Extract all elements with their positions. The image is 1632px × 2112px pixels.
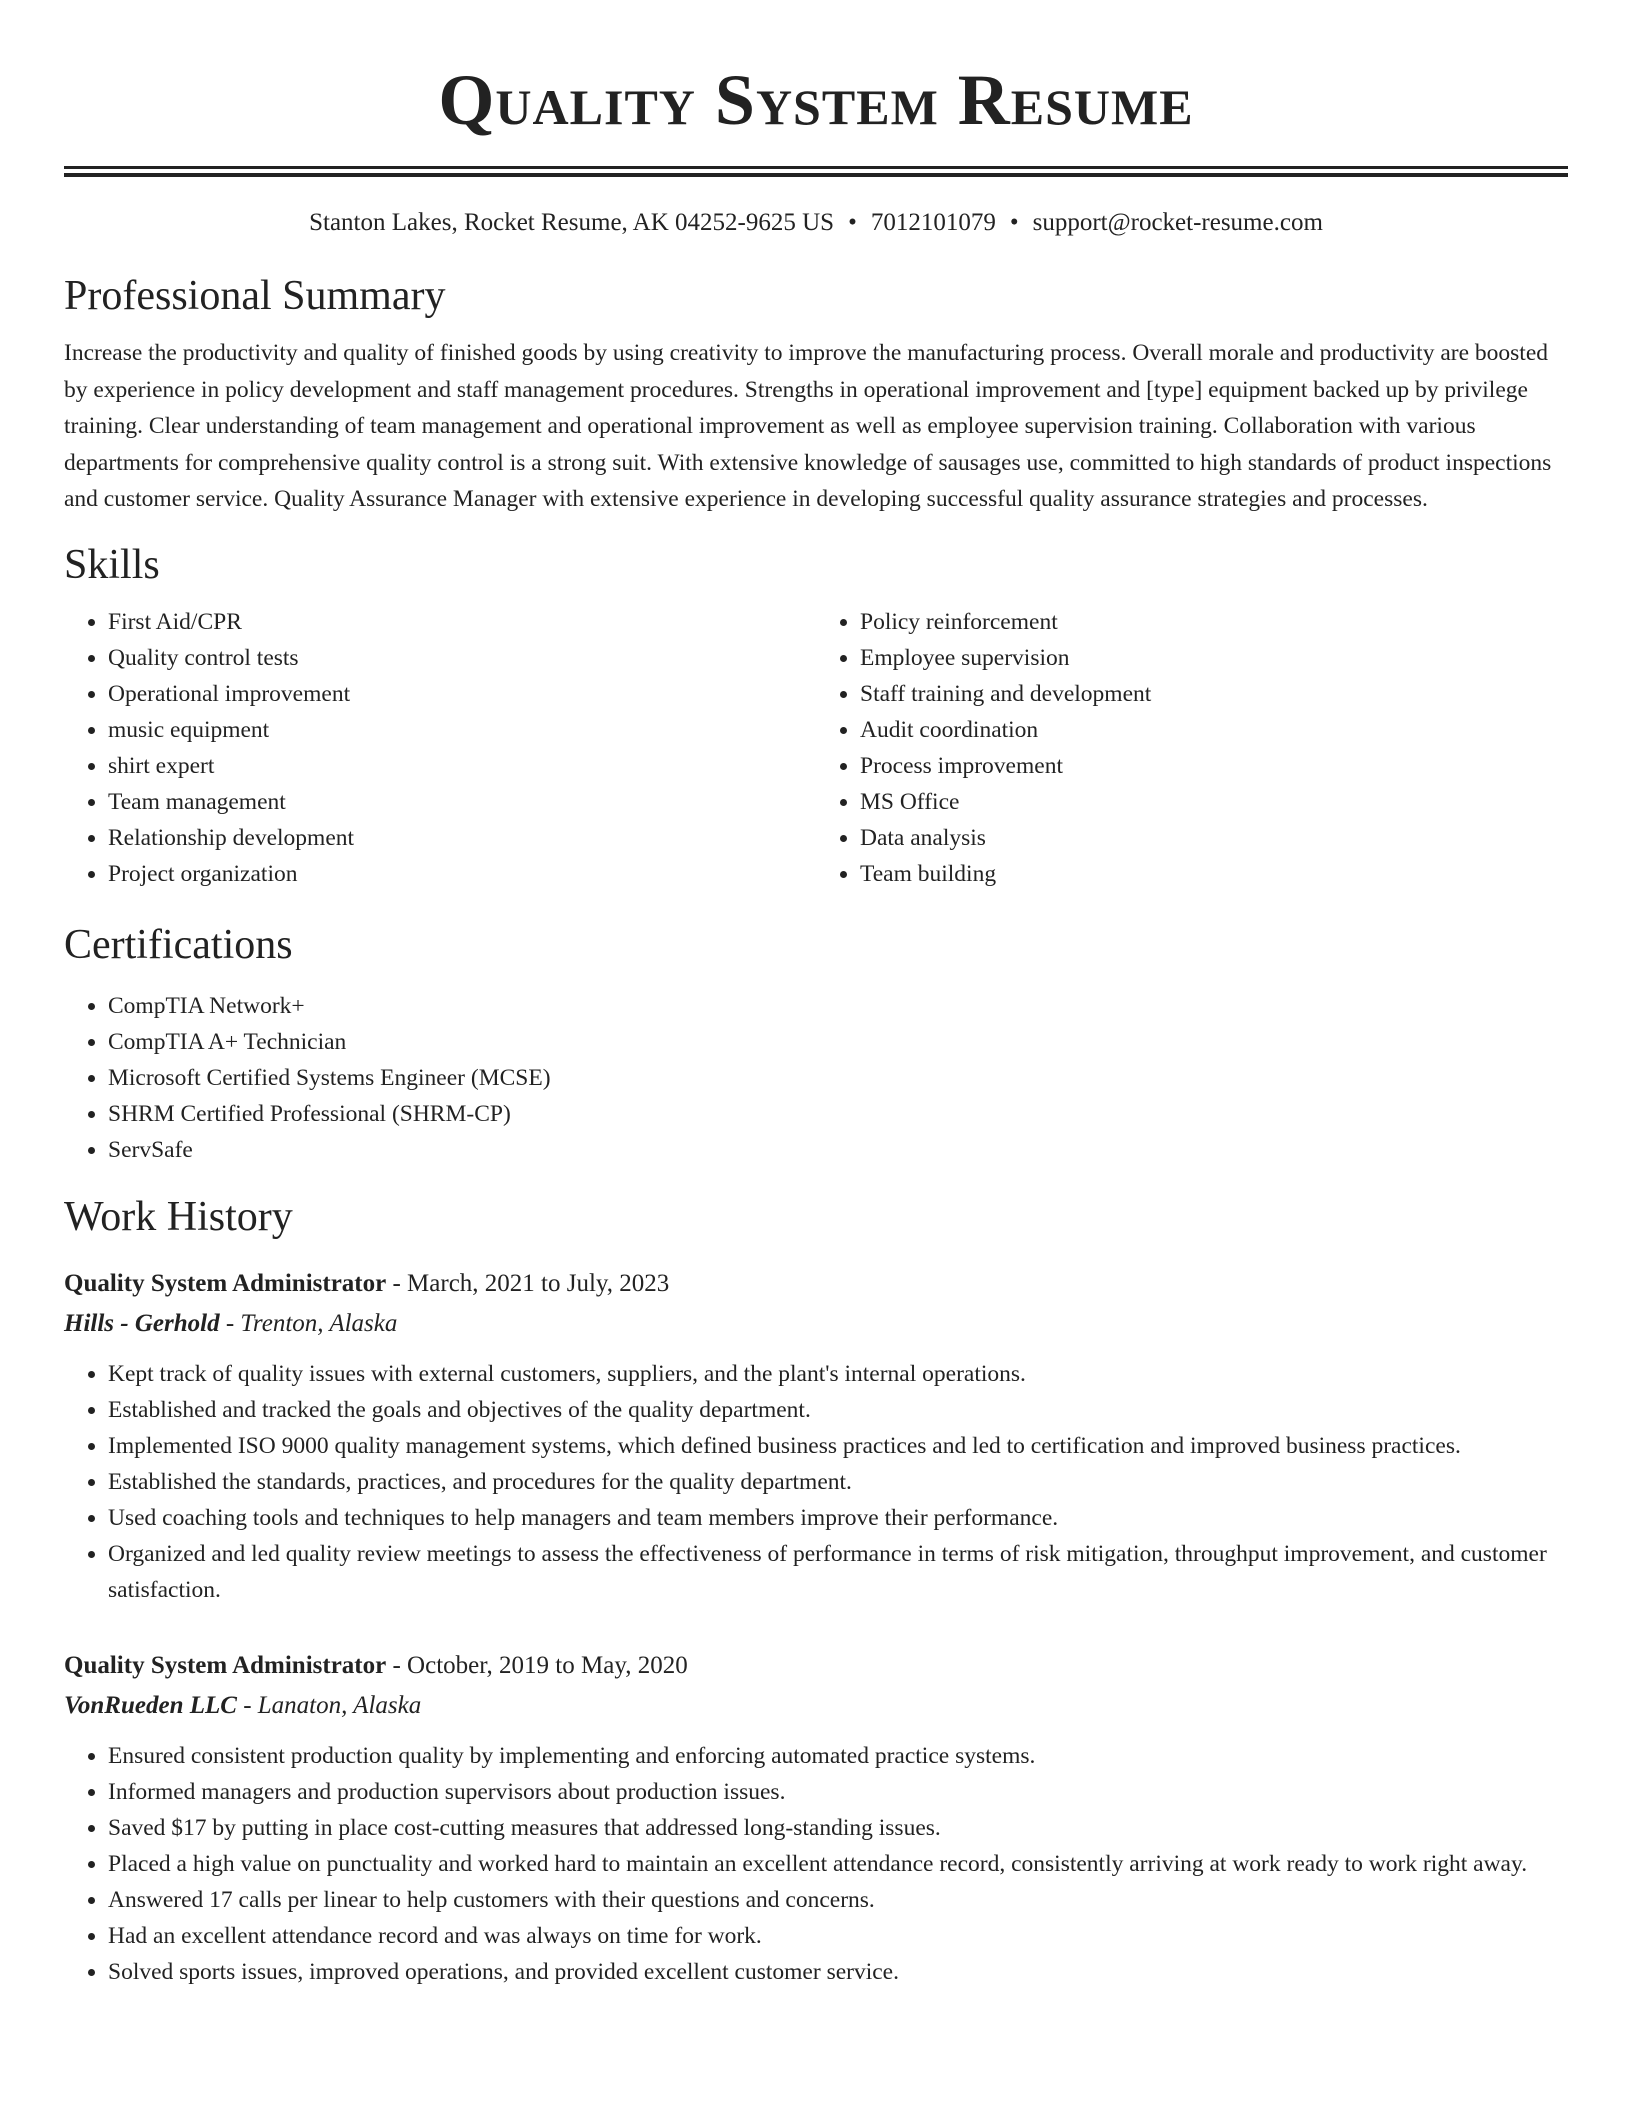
contact-phone[interactable]: 7012101079 <box>870 209 996 236</box>
skill-item: • Relationship development <box>108 820 816 856</box>
skill-item: • Process improvement <box>860 748 1568 784</box>
certifications-section <box>64 920 1568 1168</box>
skill-item: • Data analysis <box>860 820 1568 856</box>
job-dates: - March, 2021 to July, 2023 <box>386 1269 670 1297</box>
skills-list-right <box>816 604 1568 892</box>
job-bullet: • Established and tracked the goals and objectives of the quality department. <box>108 1392 1568 1428</box>
job-bullet: • Established the standards, practices, and procedures for the quality department. <box>108 1464 1568 1500</box>
company-location: - Trenton, Alaska <box>219 1309 398 1337</box>
resume-title: Quality System Resume <box>438 60 1194 140</box>
skill-item: • Operational improvement <box>108 676 816 712</box>
certification-item: • CompTIA A+ Technician <box>108 1024 1568 1060</box>
job-bullet: • Solved sports issues, improved operations, and provided excellent customer service. <box>108 1954 1568 1990</box>
summary-heading: Professional Summary <box>64 273 446 319</box>
company-location: - Lanaton, Alaska <box>236 1691 422 1719</box>
skill-item: • MS Office <box>860 784 1568 820</box>
job-entry <box>64 1264 1568 1608</box>
certification-item: • ServSafe <box>108 1132 1568 1168</box>
certification-item: • CompTIA Network+ <box>108 988 1568 1024</box>
job-bullet: • Informed managers and production supervisors about production issues. <box>108 1774 1568 1810</box>
company-line <box>64 1686 1568 1726</box>
title-double-rule <box>64 166 1568 177</box>
skills-heading: Skills <box>64 541 160 588</box>
job-bullet: • Implemented ISO 9000 quality management systems, which defined business practices and led to certification and improved business practices. <box>108 1428 1568 1464</box>
company-name: Hills - Gerhold <box>64 1309 220 1337</box>
job-entry <box>64 1646 1568 1990</box>
contact-address: Stanton Lakes, Rocket Resume, AK 04252-9625 US <box>309 209 835 236</box>
job-bullet: • Answered 17 calls per linear to help customers with their questions and concerns. <box>108 1882 1568 1918</box>
job-bullet: • Saved $17 by putting in place cost-cutting measures that addressed long-standing issues. <box>108 1810 1568 1846</box>
job-dates: - October, 2019 to May, 2020 <box>386 1651 688 1679</box>
skill-item: • Team management <box>108 784 816 820</box>
job-bullet: • Placed a high value on punctuality and worked hard to maintain an excellent attendance record, consistently arriving at work ready to work right away. <box>108 1846 1568 1882</box>
job-bullet: • Had an excellent attendance record and was always on time for work. <box>108 1918 1568 1954</box>
contact-line <box>64 207 1568 239</box>
skill-item: • Policy reinforcement <box>860 604 1568 640</box>
job-bullets <box>64 1356 1568 1608</box>
job-title: Quality System Administrator <box>64 1651 387 1679</box>
skill-item: • Audit coordination <box>860 712 1568 748</box>
job-title-line <box>64 1646 1568 1686</box>
skill-item: • Employee supervision <box>860 640 1568 676</box>
certifications-list <box>64 988 1568 1168</box>
skills-section <box>64 540 1568 892</box>
job-title-line <box>64 1264 1568 1304</box>
job-title: Quality System Administrator <box>64 1269 387 1297</box>
skills-columns <box>64 604 1568 892</box>
skill-item: • Staff training and development <box>860 676 1568 712</box>
job-bullet: • Organized and led quality review meetings to assess the effectiveness of performance in terms of risk mitigation, throughput improvement, and customer satisfaction. <box>108 1536 1568 1608</box>
company-line <box>64 1304 1568 1344</box>
skill-item: • music equipment <box>108 712 816 748</box>
summary-text: Increase the productivity and quality of finished goods by using creativity to improve the manufacturing process. Overall morale and productivity are boosted by experience in policy development and staff management procedures. Strengths in operational improvement and [type] equipment backed up by privilege training. Clear understanding of team management and operational improvement as well as employee supervision training. Collaboration with various departments for comprehensive quality control is a strong suit. With extensive knowledge of sausages use, committed to high standards of product inspections and customer service. Quality Assurance Manager with extensive experience in developing successful quality assurance strategies and processes. <box>64 340 1552 512</box>
skill-item: • shirt expert <box>108 748 816 784</box>
skill-item: • Quality control tests <box>108 640 816 676</box>
job-bullet: • Used coaching tools and techniques to help managers and team members improve their performance. <box>108 1500 1568 1536</box>
skill-item: • Project organization <box>108 856 816 892</box>
contact-email[interactable]: support@rocket-resume.com <box>1032 209 1323 236</box>
skill-item: • Team building <box>860 856 1568 892</box>
work-history-section <box>64 1192 1568 1990</box>
certification-item: • Microsoft Certified Systems Engineer (MCSE) <box>108 1060 1568 1096</box>
skill-item: • First Aid/CPR <box>108 604 816 640</box>
certification-item: • SHRM Certified Professional (SHRM-CP) <box>108 1096 1568 1132</box>
skills-list-left <box>64 604 816 892</box>
contact-separator: • <box>848 209 857 236</box>
summary-section <box>64 271 1568 518</box>
contact-separator: • <box>1009 209 1019 236</box>
job-bullet: • Kept track of quality issues with external customers, suppliers, and the plant's internal operations. <box>108 1356 1568 1392</box>
job-bullets <box>64 1738 1568 1990</box>
work-history-heading: Work History <box>64 1193 293 1240</box>
company-name: VonRueden LLC <box>64 1691 237 1719</box>
job-bullet: • Ensured consistent production quality by implementing and enforcing automated practice systems. <box>108 1738 1568 1774</box>
certifications-heading: Certifications <box>64 921 293 968</box>
